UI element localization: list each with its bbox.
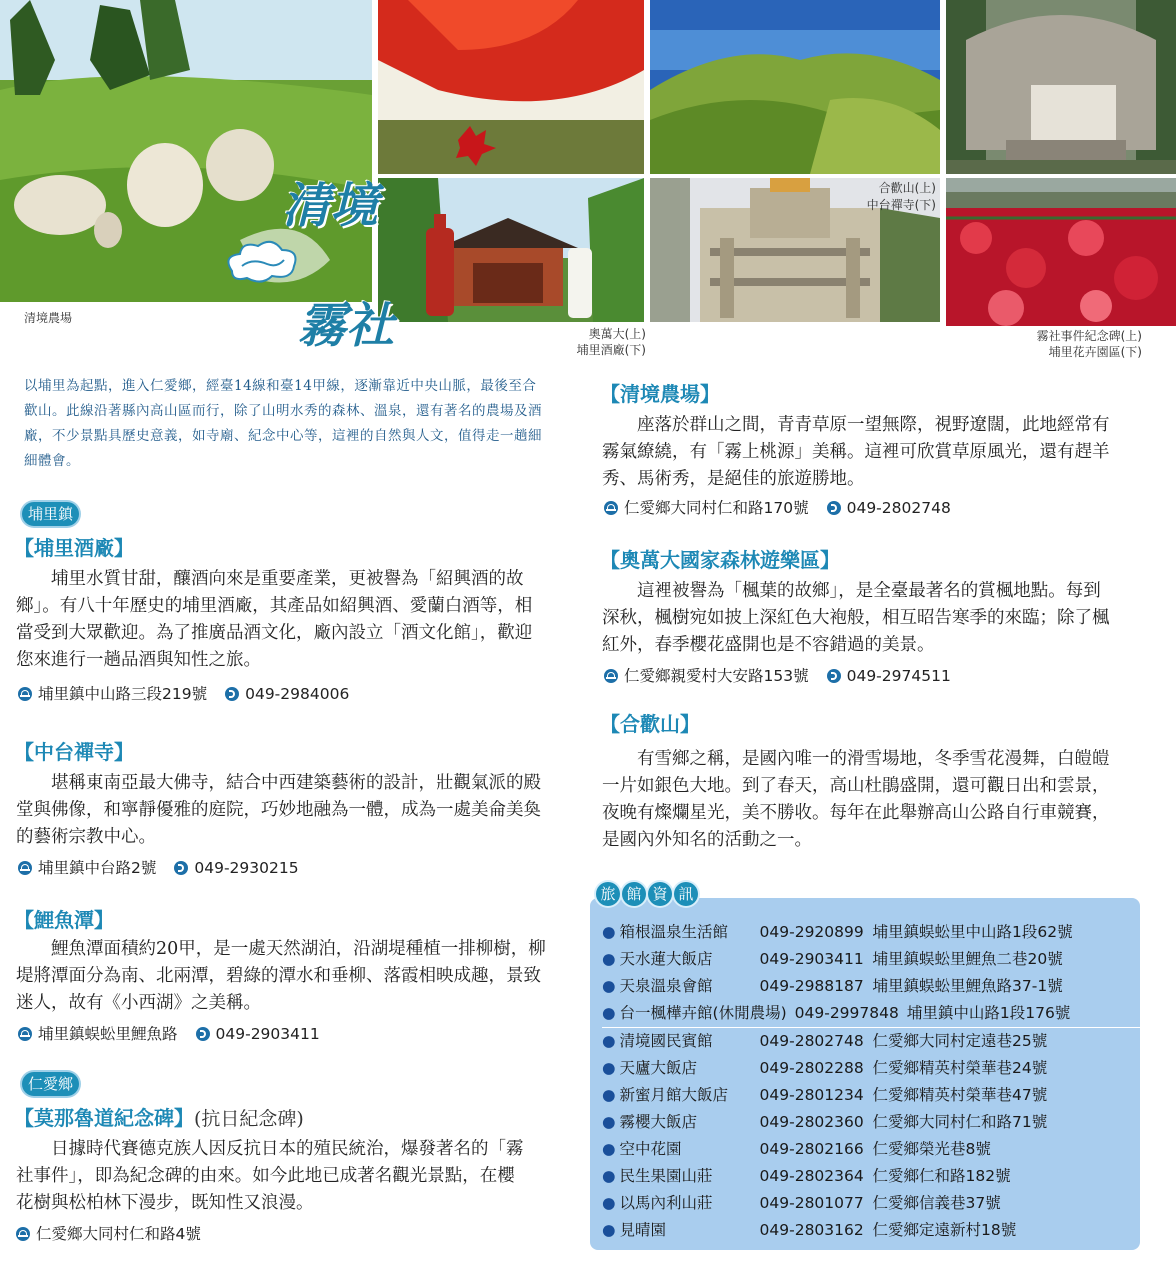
bullet-icon: ●	[602, 1032, 616, 1050]
photo-hehuan-mountain	[650, 0, 940, 174]
hotel-address: 埔里鎮蜈蚣里鯉魚二巷20號	[872, 950, 1063, 968]
hotel-phone: 049-2920899	[759, 923, 864, 941]
hotel-address: 仁愛鄉精英村榮華巷24號	[872, 1059, 1048, 1077]
hotel-row	[602, 1055, 1142, 1082]
hotel-phone: 049-2801077	[759, 1194, 864, 1212]
hotel-phone: 049-2802166	[759, 1140, 864, 1158]
photo-sheep-farm	[0, 0, 372, 302]
hotel-row	[602, 1190, 1142, 1217]
hotel-name: 空中花園	[619, 1140, 682, 1158]
hotel-address: 仁愛鄉信義巷37號	[872, 1194, 1001, 1212]
hotel-row	[602, 1109, 1142, 1136]
hotel-phone: 049-2903411	[759, 950, 864, 968]
caption-flower: 埔里花卉園區(下)	[1048, 345, 1142, 359]
tag-renai: 仁愛鄉	[22, 1072, 79, 1096]
hotel-name: 清境國民賓館	[619, 1032, 713, 1050]
hotel-name: 霧櫻大飯店	[619, 1113, 698, 1131]
section-body-chungtai: 堪稱東南亞最大佛寺，結合中西建築藝術的設計，壯觀氣派的殿堂與佛像，和寧靜優雅的庭院，巧妙地融為一體，成為一處美侖美奐的藝術宗教中心。	[16, 773, 541, 847]
bullet-icon: ●	[602, 1059, 616, 1077]
info-mona-rudao	[16, 1222, 201, 1246]
bullet-icon: ●	[602, 1086, 616, 1104]
info-aowanda	[604, 664, 951, 688]
section-title-carp-lake: 【鯉魚潭】	[14, 908, 114, 932]
hotel-row	[602, 946, 1142, 973]
hotel-name: 民生果園山莊	[619, 1167, 713, 1185]
section-title-aowanda: 【奧萬大國家森林遊樂區】	[600, 548, 840, 572]
hotel-row	[602, 1163, 1142, 1190]
address-icon	[18, 1027, 32, 1041]
hotel-name: 天水蓮大飯店	[619, 950, 713, 968]
hotel-row	[602, 973, 1142, 1000]
caption-chungtai: 中台禪寺(下)	[866, 198, 936, 212]
phone-icon	[827, 501, 841, 515]
intro-paragraph: 以埔里為起點，進入仁愛鄉，經臺14線和臺14甲線，逐漸靠近中央山脈，最後至合歡山。此線沿著縣內高山區而行，除了山明水秀的森林、溫泉，還有著名的農場及酒廠，不少景點具歷史意義，如寺廟、紀念中心等，這裡的自然與人文，值得走一趟細細體會。	[24, 378, 542, 469]
bullet-icon: ●	[602, 1167, 616, 1185]
info-cingjing-farm	[604, 496, 951, 520]
section-body-aowanda: 這裡被譽為「楓葉的故鄉」，是全臺最著名的賞楓地點。每到深秋，楓樹宛如披上深紅色大袍般，相互昭告寒季的來臨；除了楓紅外，春季櫻花盛開也是不容錯過的美景。	[602, 581, 1110, 655]
hotel-row	[602, 1028, 1142, 1055]
info-carp-lake	[18, 1022, 320, 1046]
address-text: 仁愛鄉大同村仁和路4號	[36, 1225, 201, 1243]
bullet-icon: ●	[602, 1221, 616, 1239]
caption-aowanda: 奧萬大(上)	[588, 327, 646, 341]
hotel-row	[602, 1082, 1142, 1109]
hotel-row	[602, 919, 1142, 946]
section-title-cingjing-farm: 【清境農場】	[600, 382, 720, 406]
section-body-winery: 埔里水質甘甜，釀酒向來是重要產業，更被譽為「紹興酒的故鄉」。有八十年歷史的埔里酒廠，其產品如紹興酒、愛蘭白酒等，相當受到大眾歡迎。為了推廣品酒文化，廠內設立「酒文化館」，歡迎您來進行一趟品酒與知性之旅。	[16, 569, 533, 670]
hotel-info-title	[596, 882, 698, 906]
hotel-name: 台一楓樺卉館(休閒農場)	[619, 1004, 787, 1022]
section-title-mona-rudao	[14, 1104, 304, 1133]
caption-monument: 霧社事件紀念碑(上)	[1036, 329, 1142, 343]
hotel-phone: 049-2997848	[794, 1004, 899, 1022]
bullet-icon: ●	[602, 923, 616, 941]
bullet-icon: ●	[602, 1004, 616, 1022]
phone-icon	[827, 669, 841, 683]
section-body-hehuan: 有雪鄉之稱，是國內唯一的滑雪場地，冬季雪花漫舞，白皚皚一片如銀色大地。到了春天，高山杜鵑盛開，還可觀日出和雲景，夜晚有燦爛星光，美不勝收。每年在此舉辦高山公路自行車競賽，是國內外知名的活動之一。	[602, 749, 1110, 850]
hotel-row	[602, 1217, 1142, 1244]
hotel-name: 天泉溫泉會館	[619, 977, 713, 995]
hotel-name: 以馬內利山莊	[619, 1194, 713, 1212]
hotel-name: 見晴園	[619, 1221, 667, 1239]
hotel-phone: 049-2802364	[759, 1167, 864, 1185]
photo-memorial-monument	[946, 0, 1176, 174]
address-text: 仁愛鄉大同村仁和路170號	[624, 499, 809, 517]
hotel-address: 埔里鎮蜈蚣里鯉魚路37-1號	[872, 977, 1063, 995]
caption-hehuan: 合歡山(上)	[878, 181, 936, 195]
info-chungtai	[18, 856, 299, 880]
photo-red-maple	[378, 0, 644, 174]
phone-text: 049-2930215	[194, 859, 299, 877]
page-title-line1: 清境	[282, 178, 379, 234]
address-icon	[16, 1227, 30, 1241]
address-icon	[604, 501, 618, 515]
address-icon	[604, 669, 618, 683]
hotel-address: 埔里鎮中山路1段176號	[906, 1004, 1071, 1022]
hotel-phone: 049-2802748	[759, 1032, 864, 1050]
address-text: 埔里鎮中山路三段219號	[38, 685, 208, 703]
hotel-list	[602, 919, 1142, 1244]
photo-poinsettia-garden	[946, 178, 1176, 326]
section-title-winery: 【埔里酒廠】	[14, 536, 134, 560]
section-body-cingjing-farm: 座落於群山之間，青青草原一望無際，視野遼闊，此地經常有霧氣繚繞，有「霧上桃源」美稱。這裡可欣賞草原風光，還有趕羊秀、馬術秀，是絕佳的旅遊勝地。	[602, 415, 1110, 489]
hotel-name: 天廬大飯店	[619, 1059, 698, 1077]
hotel-title-char: 訊	[674, 882, 698, 906]
address-text: 仁愛鄉親愛村大安路153號	[624, 667, 809, 685]
phone-text: 049-2903411	[215, 1025, 320, 1043]
hotel-address: 仁愛鄉精英村榮華巷47號	[872, 1086, 1048, 1104]
section-subtitle: (抗日紀念碑)	[194, 1108, 304, 1130]
section-title-main: 【莫那魯道紀念碑】	[14, 1106, 194, 1130]
address-icon	[18, 687, 32, 701]
hotel-phone: 049-2802288	[759, 1059, 864, 1077]
hotel-name: 箱根溫泉生活館	[619, 923, 729, 941]
hotel-address: 仁愛鄉定遠新村18號	[872, 1221, 1017, 1239]
cloud-icon	[222, 236, 302, 286]
hotel-phone: 049-2801234	[759, 1086, 864, 1104]
hotel-address: 仁愛鄉大同村仁和路71號	[872, 1113, 1048, 1131]
phone-icon	[225, 687, 239, 701]
section-title-hehuan: 【合歡山】	[600, 712, 700, 736]
address-icon	[18, 861, 32, 875]
phone-icon	[174, 861, 188, 875]
bullet-icon: ●	[602, 1140, 616, 1158]
page-title-line2: 霧社	[298, 298, 395, 354]
hotel-address: 埔里鎮蜈蚣里中山路1段62號	[872, 923, 1073, 941]
section-body-mona-rudao: 日據時代賽德克族人因反抗日本的殖民統治，爆發著名的「霧社事件」，即為紀念碑的由來。如今此地已成著名觀光景點，在櫻花樹與松柏林下漫步，既知性又浪漫。	[16, 1139, 524, 1213]
hotel-address: 仁愛鄉仁和路182號	[872, 1167, 1011, 1185]
hotel-address: 仁愛鄉榮光巷8號	[872, 1140, 991, 1158]
hotel-row	[602, 1136, 1142, 1163]
hotel-phone: 049-2988187	[759, 977, 864, 995]
hotel-title-char: 旅	[596, 882, 620, 906]
phone-text: 049-2984006	[245, 685, 350, 703]
hotel-name: 新蜜月館大飯店	[619, 1086, 729, 1104]
hotel-title-char: 館	[622, 882, 646, 906]
section-title-chungtai: 【中台禪寺】	[14, 740, 134, 764]
hotel-row	[602, 1000, 1142, 1028]
bullet-icon: ●	[602, 1194, 616, 1212]
bullet-icon: ●	[602, 950, 616, 968]
address-text: 埔里鎮中台路2號	[38, 859, 157, 877]
hotel-phone: 049-2803162	[759, 1221, 864, 1239]
caption-winery: 埔里酒廠(下)	[576, 343, 646, 357]
phone-icon	[196, 1027, 210, 1041]
section-body-carp-lake: 鯉魚潭面積約20甲，是一處天然湖泊，沿湖堤種植一排柳樹，柳堤將潭面分為南、北兩潭，碧綠的潭水和垂柳、落霞相映成趣，景致迷人，故有《小西湖》之美稱。	[16, 939, 546, 1013]
bullet-icon: ●	[602, 977, 616, 995]
bullet-icon: ●	[602, 1113, 616, 1131]
photo-puli-winery	[378, 178, 644, 322]
hotel-phone: 049-2802360	[759, 1113, 864, 1131]
phone-text: 049-2802748	[846, 499, 951, 517]
phone-text: 049-2974511	[846, 667, 951, 685]
caption-farm: 清境農場	[24, 311, 73, 325]
info-winery	[18, 682, 349, 706]
hotel-title-char: 資	[648, 882, 672, 906]
tag-puli: 埔里鎮	[22, 502, 79, 526]
hotel-address: 仁愛鄉大同村定遠巷25號	[872, 1032, 1048, 1050]
address-text: 埔里鎮蜈蚣里鯉魚路	[38, 1025, 178, 1043]
